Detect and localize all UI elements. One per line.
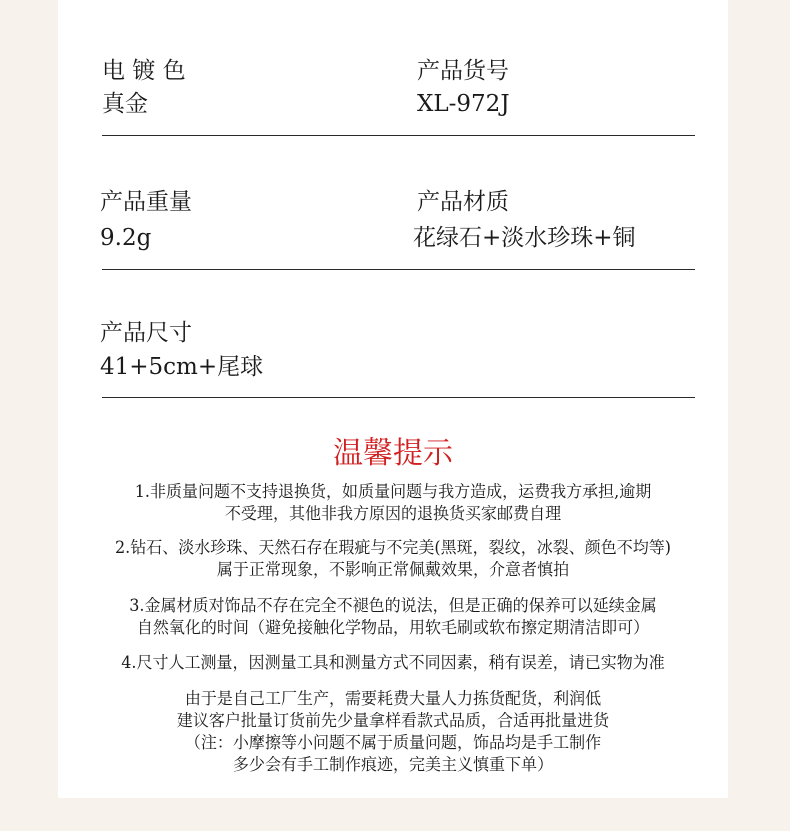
weight-value: 9.2g bbox=[100, 225, 152, 251]
divider bbox=[102, 397, 695, 398]
notice-line: 2.钻石、淡水珍珠、天然石存在瑕疵与不完美(黑斑，裂纹，冰裂、颜色不均等) bbox=[114, 538, 672, 557]
notice-line: 属于正常现象，不影响正常佩戴效果，介意者慎拍 bbox=[216, 560, 570, 579]
material-value: 花绿石+淡水珍珠+铜 bbox=[413, 225, 636, 251]
notice-tip-4 bbox=[58, 652, 728, 674]
item-number-label: 产品货号 bbox=[417, 58, 509, 84]
plating-color-value: 真金 bbox=[102, 91, 148, 117]
notice-tip-1 bbox=[58, 481, 728, 525]
notice-tip-5 bbox=[58, 688, 728, 776]
size-value: 41+5cm+尾球 bbox=[100, 354, 264, 380]
item-number-value: XL-972J bbox=[417, 91, 510, 117]
product-spec-card bbox=[58, 0, 728, 798]
notice-line: （注：小摩擦等小问题不属于质量问题，饰品均是手工制作 bbox=[184, 733, 602, 752]
notice-line: 不受理，其他非我方原因的退换货买家邮费自理 bbox=[224, 504, 562, 523]
size-label: 产品尺寸 bbox=[100, 320, 192, 346]
notice-line: 由于是自己工厂生产，需要耗费大量人力拣货配货，利润低 bbox=[184, 689, 602, 708]
notice-line: 3.金属材质对饰品不存在完全不褪色的说法，但是正确的保养可以延续金属 bbox=[129, 596, 657, 615]
notice-line: 自然氧化的时间（避免接触化学物品，用软毛刷或软布擦定期清洁即可） bbox=[136, 618, 650, 637]
divider bbox=[102, 135, 695, 136]
notice-line: 建议客户批量订货前先少量拿样看款式品质，合适再批量进货 bbox=[176, 711, 610, 730]
notice-line: 4.尺寸人工测量，因测量工具和测量方式不同因素，稍有误差，请已实物为准 bbox=[121, 653, 665, 672]
notice-line: 1.非质量问题不支持退换货，如质量问题与我方造成，运费我方承担,逾期 bbox=[134, 482, 652, 501]
notice-title: 温馨提示 bbox=[333, 436, 453, 471]
notice-line: 多少会有手工制作痕迹，完美主义慎重下单） bbox=[232, 755, 554, 774]
plating-color-label: 电 镀 色 bbox=[102, 58, 186, 84]
divider bbox=[102, 269, 695, 270]
notice-tip-3 bbox=[58, 595, 728, 639]
notice-tip-2 bbox=[58, 537, 728, 581]
weight-label: 产品重量 bbox=[100, 189, 192, 215]
material-label: 产品材质 bbox=[417, 189, 509, 215]
